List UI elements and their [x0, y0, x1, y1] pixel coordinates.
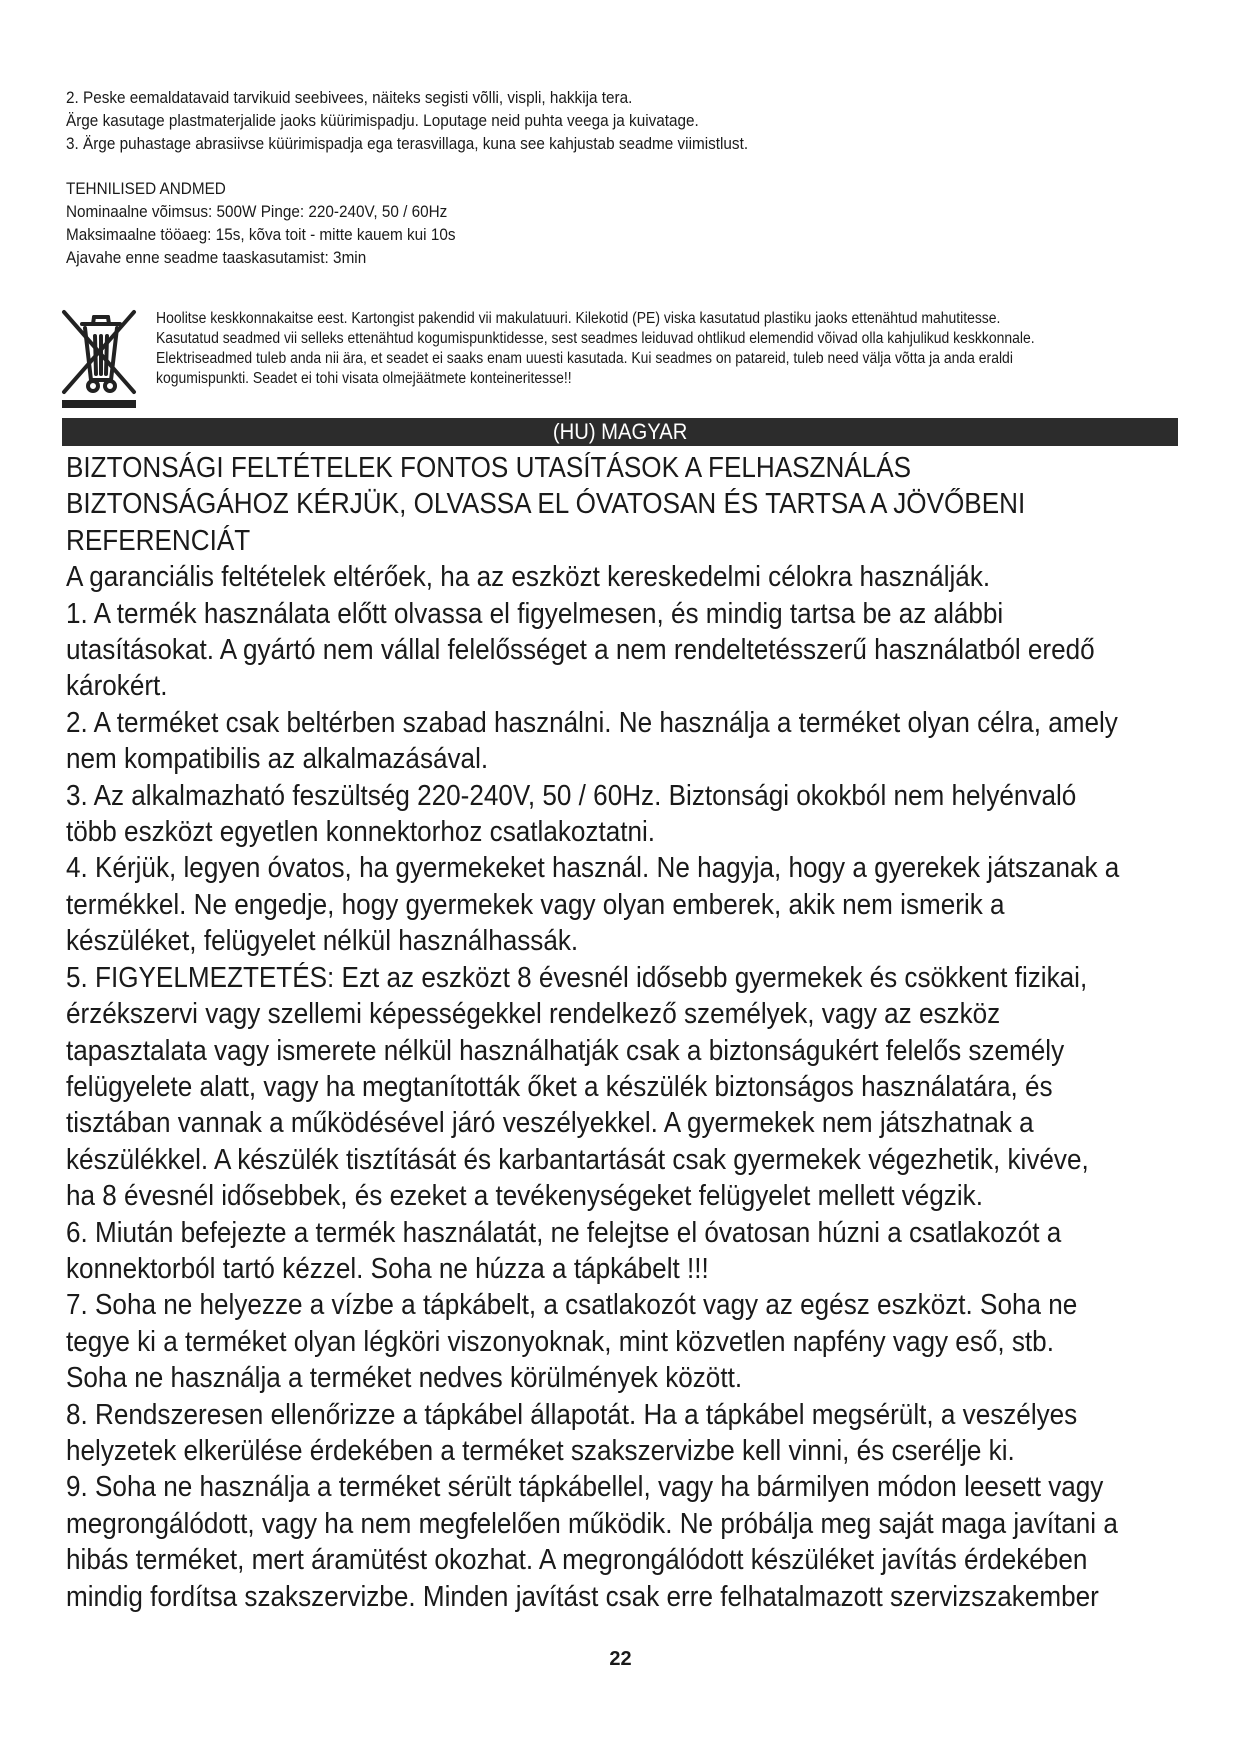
instruction-line: mindig fordítsa szakszervizbe. Minden javítást csak erre felhatalmazott szervizszakember [66, 1580, 1099, 1613]
instruction-line: ha 8 évesnél idősebbek, és ezeket a tevékenységeket felügyelet mellett végzik. [66, 1180, 983, 1213]
instruction-line: 2. A terméket csak beltérben szabad használni. Ne használja a terméket olyan célra, amely [66, 706, 1118, 739]
safety-heading-line: BIZTONSÁGI FELTÉTELEK FONTOS UTASÍTÁSOK A FELHASZNÁLÁS [66, 452, 912, 484]
instruction-line: 5. FIGYELMEZTETÉS: Ezt az eszközt 8 évesnél idősebb gyermekek és csökkent fizikai, [66, 961, 1088, 994]
recycling-line: Kasutatud seadmed vii selleks ettenähtud kogumispunktidesse, sest seadmes leiduvad ohtlikud elemendid võivad olla kahjulikud keskkonnale. [156, 330, 1035, 347]
instruction-line: 3. Az alkalmazható feszültség 220-240V, 50 / 60Hz. Biztonsági okokból nem helyénvaló [66, 779, 1077, 812]
recycling-line: Hoolitse keskkonnakaitse eest. Kartongist pakendid vii makulatuuri. Kilekotid (PE) viska kasutatud plastiku jaoks ettenähtud mahutitesse. [156, 310, 1001, 327]
recycling-line: kogumispunkti. Seadet ei tohi visata olmejäätmete konteineritesse!! [156, 370, 572, 387]
instruction-line: érzékszervi vagy szellemi képességekkel rendelkező személyek, vagy az eszköz [66, 998, 1001, 1031]
tech-data-line: Nominaalne võimsus: 500W Pinge: 220-240V, 50 / 60Hz [66, 202, 448, 221]
instruction-line: több eszközt egyetlen konnektorhoz csatlakoztatni. [66, 816, 656, 849]
tech-data-title: TEHNILISED ANDMED [66, 179, 226, 198]
instruction-line: 9. Soha ne használja a terméket sérült tápkábellel, vagy ha bármilyen módon leesett vagy [66, 1471, 1104, 1504]
instruction-line: tapasztalata vagy ismerete nélkül használhatják csak a biztonságukért felelős személy [66, 1034, 1065, 1067]
language-label: (HU) MAGYAR [552, 419, 688, 444]
estonian-section [66, 86, 1176, 269]
warranty-line: A garanciális feltételek eltérőek, ha az eszközt kereskedelmi célokra használják. [66, 561, 991, 594]
instruction-line: helyzetek elkerülése érdekében a terméket szakszervizbe kell vinni, és cserélje ki. [66, 1434, 1015, 1467]
instruction-line: megrongálódott, vagy ha nem megfelelően működik. Ne próbálja meg saját maga javítani a [66, 1507, 1118, 1540]
safety-heading-line: REFERENCIÁT [66, 524, 251, 557]
cleaning-line: Ärge kasutage plastmaterjalide jaoks küürimispadju. Loputage neid puhta veega ja kuivatage. [66, 111, 699, 130]
instruction-line: 8. Rendszeresen ellenőrizze a tápkábel állapotát. Ha a tápkábel megsérült, a veszélyes [66, 1398, 1078, 1431]
safety-heading-line: BIZTONSÁGÁHOZ KÉRJÜK, OLVASSA EL ÓVATOSAN ÉS TARTSA A JÖVŐBENI [66, 488, 1026, 521]
instruction-line: nem kompatibilis az alkalmazásával. [66, 743, 489, 776]
instruction-line: hibás terméket, mert áramütést okozhat. A megrongálódott készüléket javítás érdekében [66, 1544, 1088, 1577]
instruction-line: 1. A termék használata előtt olvassa el figyelmesen, és mindig tartsa be az alábbi [66, 597, 1004, 630]
instruction-line: készüléket, felügyelet nélkül használhassák. [66, 925, 579, 958]
instruction-line: 6. Miután befejezte a termék használatát, ne felejtse el óvatosan húzni a csatlakozót a [66, 1216, 1062, 1249]
instruction-line: 4. Kérjük, legyen óvatos, ha gyermekeket használ. Ne hagyja, hogy a gyerekek játszanak a [66, 852, 1120, 885]
recycling-line: Elektriseadmed tuleb anda nii ära, et seadet ei saaks enam uuesti kasutada. Kui seadmes on patareid, tuleb need välja võtta ja anda eraldi [156, 350, 1013, 367]
instruction-line: utasításokat. A gyártó nem vállal felelősséget a nem rendeltetésszerű használatból eredő [66, 634, 1095, 667]
tech-data-line: Maksimaalne tööaeg: 15s, kõva toit - mitte kauem kui 10s [66, 225, 456, 244]
instruction-line: termékkel. Ne engedje, hogy gyermekek vagy olyan emberek, akik nem ismerik a [66, 888, 1005, 921]
instruction-line: felügyelete alatt, vagy ha megtanították őket a készülék biztonságos használatára, és [66, 1070, 1053, 1103]
tech-data-line: Ajavahe enne seadme taaskasutamist: 3min [66, 248, 367, 267]
instruction-line: készülékkel. A készülék tisztítását és karbantartását csak gyermekek végezhetik, kivéve, [66, 1143, 1089, 1176]
cleaning-line: 3. Ärge puhastage abrasiivse küürimispadja ega terasvillaga, kuna see kahjustab seadme viimistlust. [66, 134, 749, 153]
instruction-line: konnektorból tartó kézzel. Soha ne húzza a tápkábelt !!! [66, 1252, 709, 1285]
instruction-line: tisztában vannak a működésével járó veszélyekkel. A gyermekek nem játszhatnak a [66, 1107, 1034, 1140]
instruction-line: Soha ne használja a terméket nedves körülmények között. [66, 1362, 743, 1395]
instruction-line: károkért. [66, 670, 168, 703]
crossed-bin-icon [58, 304, 140, 410]
language-section-header [62, 418, 1178, 446]
hungarian-section [66, 450, 1178, 1615]
spacer [66, 155, 1176, 177]
recycling-notice [156, 309, 1196, 389]
instruction-line: tegye ki a terméket olyan légköri viszonyoknak, mint közvetlen napfény vagy eső, stb. [66, 1325, 1054, 1358]
instruction-line: 7. Soha ne helyezze a vízbe a tápkábelt, a csatlakozót vagy az egész eszközt. Soha ne [66, 1289, 1078, 1322]
page-number: 22 [609, 1648, 632, 1670]
cleaning-line: 2. Peske eemaldatavaid tarvikuid seebivees, näiteks segisti võlli, vispli, hakkija tera. [66, 88, 633, 107]
